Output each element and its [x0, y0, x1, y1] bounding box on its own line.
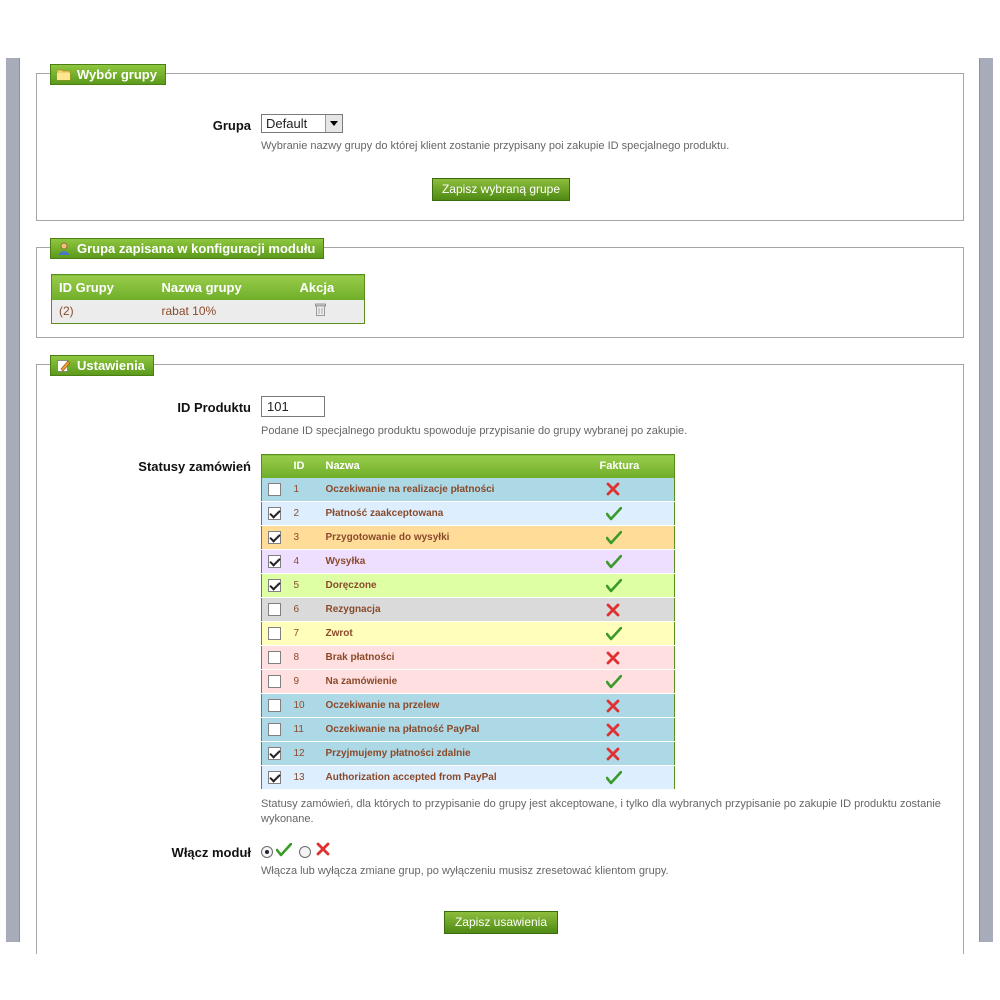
status-invoice-cell — [600, 598, 675, 622]
status-checkbox[interactable] — [268, 747, 281, 760]
status-invoice-cell — [600, 550, 675, 574]
status-checkbox[interactable] — [268, 579, 281, 592]
action-cell — [293, 300, 365, 324]
check-icon — [276, 843, 292, 857]
cross-icon — [606, 651, 620, 665]
table-row — [52, 300, 365, 324]
enable-module-label: Włącz moduł — [171, 845, 251, 860]
saved-group-fieldset — [36, 241, 964, 338]
table-row — [262, 694, 675, 718]
product-id-hint: Podane ID specjalnego produktu spowoduje przypisanie do grupy wybranej po zakupie. — [261, 425, 688, 437]
group-select-fieldset — [36, 67, 964, 221]
group-dropdown[interactable] — [261, 114, 343, 133]
statuses-hint: Statusy zamówień, dla których to przypisanie do grupy jest akceptowane, i tylko dla wybranych przypisanie po zakupie ID produktu zostanie wykonane. — [261, 798, 941, 825]
status-invoice-cell — [600, 766, 675, 790]
status-name-cell: Oczekiwanie na płatność PayPal — [326, 718, 600, 742]
status-checkbox[interactable] — [268, 483, 281, 496]
col-status-name: Nazwa — [326, 455, 600, 478]
table-row — [262, 670, 675, 694]
status-invoice-cell — [600, 574, 675, 598]
status-invoice-cell — [600, 718, 675, 742]
table-row — [262, 502, 675, 526]
status-id-cell: 4 — [294, 550, 326, 574]
user-icon — [57, 242, 71, 255]
table-row — [262, 550, 675, 574]
chevron-down-icon[interactable] — [325, 115, 342, 132]
status-invoice-cell — [600, 622, 675, 646]
left-frame-bar — [6, 58, 20, 942]
status-checkbox-cell — [262, 646, 294, 670]
status-checkbox[interactable] — [268, 675, 281, 688]
col-checkbox — [262, 455, 294, 478]
status-name-cell: Authorization accepted from PayPal — [326, 766, 600, 790]
check-icon — [606, 531, 622, 545]
module-config-panel — [21, 58, 979, 942]
status-checkbox-cell — [262, 718, 294, 742]
table-row — [262, 646, 675, 670]
order-statuses-table — [261, 454, 675, 790]
cross-icon — [316, 842, 330, 856]
status-header-row — [262, 455, 675, 478]
status-checkbox[interactable] — [268, 771, 281, 784]
col-group-name: Nazwa grupy — [155, 275, 293, 300]
table-row — [262, 766, 675, 790]
status-id-cell: 12 — [294, 742, 326, 766]
table-row — [262, 718, 675, 742]
check-icon — [606, 579, 622, 593]
check-icon — [606, 627, 622, 641]
table-header-row — [52, 275, 365, 300]
group-id-cell: (2) — [52, 300, 155, 324]
status-checkbox[interactable] — [268, 531, 281, 544]
group-dropdown-value: Default — [266, 116, 308, 131]
status-invoice-cell — [600, 502, 675, 526]
status-checkbox-cell — [262, 478, 294, 502]
check-icon — [606, 555, 622, 569]
table-row — [262, 526, 675, 550]
status-invoice-cell — [600, 694, 675, 718]
group-hint: Wybranie nazwy grupy do której klient zostanie przypisany poi zakupie ID specjalnego produktu. — [261, 140, 730, 152]
product-id-label: ID Produktu — [177, 400, 251, 415]
status-id-cell: 2 — [294, 502, 326, 526]
status-checkbox[interactable] — [268, 507, 281, 520]
status-checkbox-cell — [262, 670, 294, 694]
save-settings-button[interactable]: Zapisz usawienia — [444, 911, 558, 934]
check-icon — [606, 507, 622, 521]
status-id-cell: 5 — [294, 574, 326, 598]
status-id-cell: 1 — [294, 478, 326, 502]
status-invoice-cell — [600, 742, 675, 766]
status-checkbox[interactable] — [268, 699, 281, 712]
check-icon — [606, 675, 622, 689]
status-checkbox-cell — [262, 742, 294, 766]
status-checkbox[interactable] — [268, 651, 281, 664]
check-icon — [606, 771, 622, 785]
table-row — [262, 742, 675, 766]
status-name-cell: Zwrot — [326, 622, 600, 646]
cross-icon — [606, 723, 620, 737]
table-row — [262, 598, 675, 622]
status-checkbox-cell — [262, 526, 294, 550]
edit-icon — [57, 359, 71, 372]
status-checkbox-cell — [262, 502, 294, 526]
status-checkbox-cell — [262, 694, 294, 718]
group-name-cell: rabat 10% — [155, 300, 293, 324]
status-name-cell: Wysyłka — [326, 550, 600, 574]
status-name-cell: Brak płatności — [326, 646, 600, 670]
product-id-input[interactable]: 101 — [261, 396, 325, 417]
table-row — [262, 478, 675, 502]
status-id-cell: 9 — [294, 670, 326, 694]
status-checkbox-cell — [262, 574, 294, 598]
status-invoice-cell — [600, 646, 675, 670]
group-select-title: Wybór grupy — [77, 67, 157, 82]
status-checkbox-cell — [262, 598, 294, 622]
status-name-cell: Płatność zaakceptowana — [326, 502, 600, 526]
saved-group-legend — [50, 238, 324, 259]
settings-title: Ustawienia — [77, 358, 145, 373]
status-name-cell: Rezygnacja — [326, 598, 600, 622]
status-checkbox[interactable] — [268, 627, 281, 640]
col-status-id: ID — [294, 455, 326, 478]
status-checkbox-cell — [262, 550, 294, 574]
status-checkbox[interactable] — [268, 555, 281, 568]
status-name-cell: Na zamówienie — [326, 670, 600, 694]
right-frame-bar — [979, 58, 993, 942]
cross-icon — [606, 603, 620, 617]
status-id-cell: 13 — [294, 766, 326, 790]
cross-icon — [606, 482, 620, 496]
status-id-cell: 3 — [294, 526, 326, 550]
col-group-id: ID Grupy — [52, 275, 155, 300]
group-select-legend — [50, 64, 166, 85]
group-field-label: Grupa — [212, 118, 251, 133]
saved-group-title: Grupa zapisana w konfiguracji modułu — [77, 241, 316, 256]
status-id-cell: 8 — [294, 646, 326, 670]
col-action: Akcja — [293, 275, 365, 300]
status-name-cell: Oczekiwanie na realizacje płatności — [326, 478, 600, 502]
status-name-cell: Przygotowanie do wysyłki — [326, 526, 600, 550]
table-row — [262, 574, 675, 598]
status-checkbox-cell — [262, 766, 294, 790]
status-invoice-cell — [600, 478, 675, 502]
status-name-cell: Oczekiwanie na przelew — [326, 694, 600, 718]
save-group-button[interactable]: Zapisz wybraną grupe — [432, 178, 570, 201]
status-checkbox[interactable] — [268, 603, 281, 616]
settings-fieldset — [36, 358, 964, 954]
enable-off-radio[interactable] — [299, 846, 311, 858]
status-id-cell: 10 — [294, 694, 326, 718]
status-id-cell: 7 — [294, 622, 326, 646]
status-name-cell: Doręczone — [326, 574, 600, 598]
cross-icon — [606, 747, 620, 761]
order-statuses-label: Statusy zamówień — [138, 459, 251, 474]
status-invoice-cell — [600, 526, 675, 550]
settings-legend — [50, 355, 154, 376]
folder-icon — [57, 68, 71, 81]
col-invoice: Faktura — [600, 455, 675, 478]
status-id-cell: 6 — [294, 598, 326, 622]
status-checkbox-cell — [262, 622, 294, 646]
saved-group-table — [51, 274, 365, 324]
status-invoice-cell — [600, 670, 675, 694]
table-row — [262, 622, 675, 646]
cross-icon — [606, 699, 620, 713]
status-id-cell: 11 — [294, 718, 326, 742]
enable-on-radio[interactable] — [261, 846, 273, 858]
trash-icon[interactable] — [315, 303, 326, 316]
enable-module-hint: Włącza lub wyłącza zmiane grup, po wyłączeniu musisz zresetować klientom grupy. — [261, 865, 669, 877]
status-name-cell: Przyjmujemy płatności zdalnie — [326, 742, 600, 766]
status-checkbox[interactable] — [268, 723, 281, 736]
